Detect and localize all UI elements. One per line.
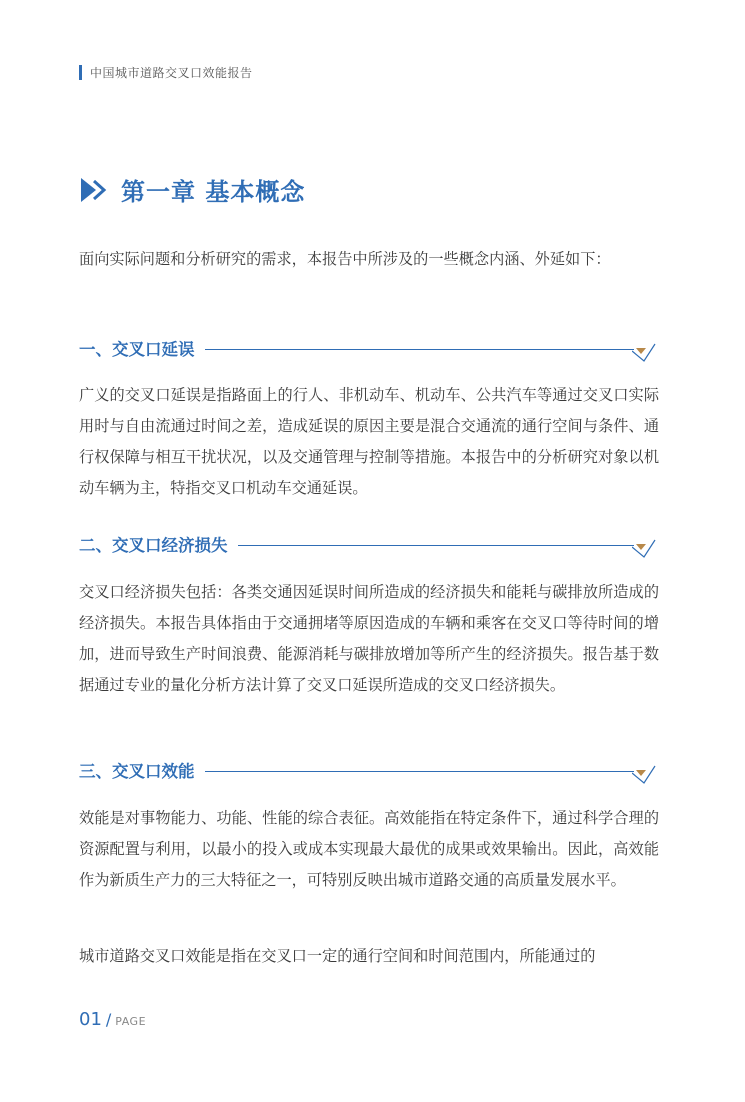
section-heading-3	[79, 760, 656, 784]
section-divider	[199, 771, 634, 772]
page-slash: /	[105, 1010, 112, 1029]
section-body: 效能是对事物能力、功能、性能的综合表征。高效能指在特定条件下，通过科学合理的资源配置与利用，以最小的投入或成本实现最大最优的成果或效果输出。因此，高效能作为新质生产力的三大特征之一，可特别反映出城市道路交通的高质量发展水平。	[79, 809, 659, 889]
section-title: 一、交叉口延误	[79, 338, 205, 362]
page-label: PAGE	[115, 1015, 147, 1028]
header-accent-bar	[79, 65, 82, 80]
triangle-down-icon	[632, 536, 656, 558]
section-body: 广义的交叉口延误是指路面上的行人、非机动车、机动车、公共汽车等通过交叉口实际用时与自由流通过时间之差，造成延误的原因主要是混合交通流的通行空间与条件、通行权保障与相互干扰状况，以及交通管理与控制等措施。本报告中的分析研究对象以机动车辆为主，特指交叉口机动车交通延误。	[79, 386, 659, 497]
intro-paragraph: 面向实际问题和分析研究的需求，本报告中所涉及的一些概念内涵、外延如下：	[79, 250, 611, 268]
triangle-down-icon	[632, 340, 656, 362]
page-footer	[79, 1009, 146, 1030]
running-header	[79, 64, 253, 80]
chevron-right-icon	[79, 175, 109, 205]
triangle-down-icon	[632, 762, 656, 784]
section-divider	[229, 545, 634, 546]
chapter-title: 第一章 基本概念	[121, 178, 306, 206]
section-heading-2	[79, 534, 656, 558]
page-number: 01	[79, 1009, 102, 1030]
section-heading-1	[79, 338, 656, 362]
section-title: 三、交叉口效能	[79, 760, 205, 784]
chapter-heading	[79, 172, 305, 207]
header-title: 中国城市道路交叉口效能报告	[90, 65, 253, 80]
section-body: 交叉口经济损失包括：各类交通因延误时间所造成的经济损失和能耗与碳排放所造成的经济损失。本报告具体指由于交通拥堵等原因造成的车辆和乘客在交叉口等待时间的增加，进而导致生产时间浪费、能源消耗与碳排放增加等所产生的经济损失。报告基于数据通过专业的量化分析方法计算了交叉口延误所造成的交叉口经济损失。	[79, 583, 659, 694]
section-divider	[199, 349, 634, 350]
closing-paragraph: 城市道路交叉口效能是指在交叉口一定的通行空间和时间范围内，所能通过的	[79, 947, 596, 965]
section-title: 二、交叉口经济损失	[79, 534, 238, 558]
